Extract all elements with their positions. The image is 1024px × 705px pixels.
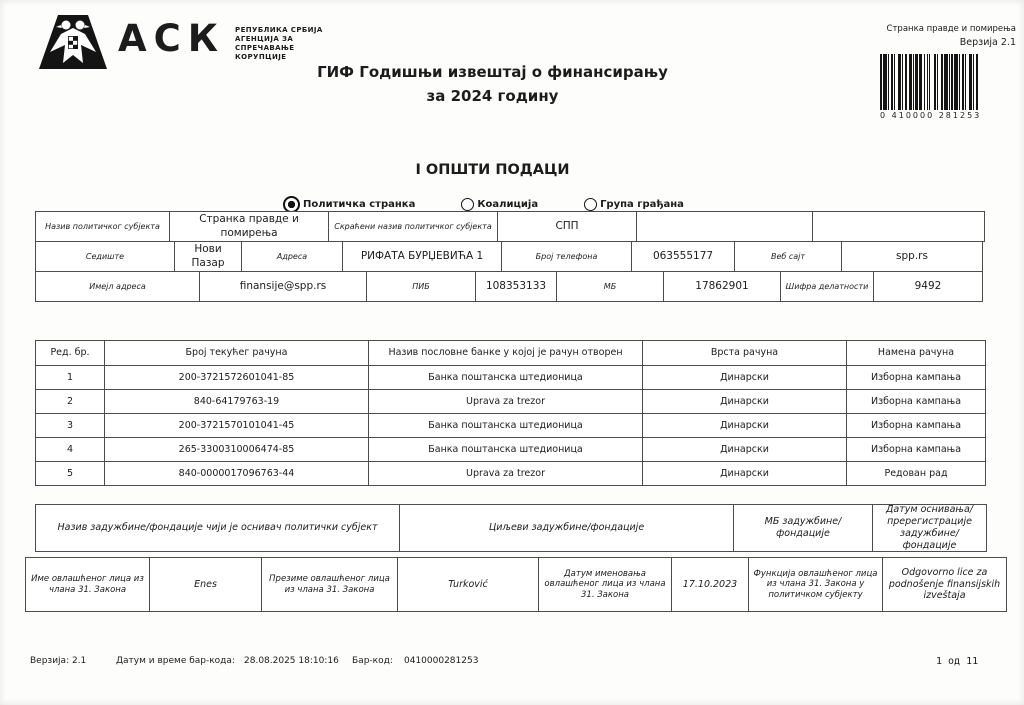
table-cell: Датум оснивања/пререгистрације задужбине/фондације	[872, 504, 987, 552]
logo-org-line: КОРУПЦИЈЕ	[235, 53, 287, 61]
table-cell: Имејл адреса	[35, 271, 200, 302]
page-indicator: 1 од 11	[936, 656, 979, 667]
table-cell: Динарски	[642, 365, 847, 390]
footer-barcode-label: Бар-код:	[352, 656, 393, 666]
radio-icon	[584, 198, 597, 211]
table-cell: 2	[35, 389, 105, 414]
table-cell: Динарски	[642, 437, 847, 462]
radio-label: Коалиција	[477, 199, 539, 210]
table-cell: Enes	[149, 557, 262, 612]
foundation-table	[35, 505, 987, 552]
table-cell: spp.rs	[841, 241, 983, 272]
table-cell: Циљеви задужбине/фондације	[399, 504, 734, 552]
table-cell: Презиме овлашћеног лица из члана 31. Закона	[261, 557, 398, 612]
section-heading: I ОПШТИ ПОДАЦИ	[415, 162, 570, 178]
table-cell: Назив пословне банке у којој је рачун отворен	[368, 340, 643, 366]
table-row	[35, 211, 985, 242]
logo-org-lines	[235, 26, 323, 62]
logo-org-line: АГЕНЦИЈА ЗА	[235, 35, 294, 43]
table-cell: Седиште	[35, 241, 175, 272]
table-cell: Назив задужбине/фондације чији је оснивач политички субјект	[35, 504, 400, 552]
table-cell: Адреса	[241, 241, 343, 272]
table-cell: 200-3721572601041-85	[104, 365, 369, 390]
radio-label: Група грађана	[600, 199, 684, 210]
table-row	[35, 504, 987, 552]
table-cell: 4	[35, 437, 105, 462]
table-cell: Врста рачуна	[642, 340, 847, 366]
table-row	[35, 271, 985, 302]
table-cell: Turković	[397, 557, 539, 612]
table-cell: 200-3721570101041-45	[104, 413, 369, 438]
table-cell: Број текућег рачуна	[104, 340, 369, 366]
table-cell: Назив политичког субјекта	[35, 211, 170, 242]
table-row	[35, 340, 986, 366]
table-cell: Odgovorno lice za podnošenje finansijskih izveštaja	[882, 557, 1007, 612]
table-cell: Банка поштанска штедионица	[368, 365, 643, 390]
table-cell: Ред. бр.	[35, 340, 105, 366]
table-cell: Датум именовања овлашћеног лица из члана 31. Закона	[538, 557, 672, 612]
table-cell: Број телефона	[501, 241, 632, 272]
table-cell	[636, 211, 813, 242]
table-cell: Динарски	[642, 389, 847, 414]
table-row	[25, 557, 1007, 612]
table-cell: 108353133	[475, 271, 557, 302]
radio-icon	[461, 198, 474, 211]
logo-org-line: СПРЕЧАВАЊЕ	[235, 44, 295, 52]
table-cell: 265-3300310006474-85	[104, 437, 369, 462]
table-cell: ПИБ	[366, 271, 476, 302]
table-cell: Изборна кампања	[846, 365, 986, 390]
table-cell: Uprava za trezor	[368, 461, 643, 486]
page-footer	[0, 656, 1024, 676]
table-cell: Uprava za trezor	[368, 389, 643, 414]
footer-version: Верзија: 2.1	[30, 656, 87, 666]
table-cell: 5	[35, 461, 105, 486]
logo-acronym: АСК	[118, 17, 226, 60]
authorized-person-table	[25, 558, 1007, 612]
table-cell: РИФАТА БУРЏЕВИЋА 1	[342, 241, 502, 272]
table-row	[35, 437, 986, 462]
table-cell: 063555177	[631, 241, 735, 272]
footer-barcode-datetime-label: Датум и време бар-кода:	[116, 656, 235, 666]
general-info-table	[35, 212, 985, 302]
version-label: Верзија 2.1	[959, 37, 1016, 48]
party-name: Странка правде и помирења	[886, 24, 1016, 34]
header-meta	[876, 24, 1016, 120]
table-cell: Шифра делатности	[780, 271, 874, 302]
radio-label: Политичка странка	[303, 199, 416, 210]
bank-accounts-table	[35, 341, 986, 486]
table-cell: Изборна кампања	[846, 437, 986, 462]
table-cell: 3	[35, 413, 105, 438]
table-cell: 1	[35, 365, 105, 390]
table-cell: Име овлашћеног лица из члана 31. Закона	[25, 557, 150, 612]
table-cell: 840-64179763-19	[104, 389, 369, 414]
table-cell: Нови Пазар	[174, 241, 242, 272]
table-cell: Изборна кампања	[846, 389, 986, 414]
table-cell: 840-0000017096763-44	[104, 461, 369, 486]
table-cell: Странка правде и помирења	[169, 211, 329, 242]
table-row	[35, 365, 986, 390]
table-cell: finansije@spp.rs	[199, 271, 367, 302]
table-cell: Веб сајт	[734, 241, 842, 272]
barcode	[880, 54, 1002, 110]
logo-org-line: РЕПУБЛИКА СРБИЈА	[235, 26, 323, 34]
table-row	[35, 461, 986, 486]
footer-barcode-value: 0410000281253	[404, 656, 479, 666]
form-title-line1: ГИФ Годишњи извештај о финансирању	[317, 63, 668, 81]
form-title	[0, 60, 985, 108]
form-title-line2: за 2024 годину	[426, 87, 559, 105]
table-cell: СПП	[497, 211, 637, 242]
table-cell: Динарски	[642, 461, 847, 486]
table-cell: МБ задужбине/фондације	[733, 504, 873, 552]
table-cell: Скраћени назив политичког субјекта	[328, 211, 498, 242]
table-row	[35, 241, 985, 272]
table-cell	[812, 211, 985, 242]
table-cell: 17862901	[663, 271, 781, 302]
table-cell: Банка поштанска штедионица	[368, 413, 643, 438]
table-cell: Функција овлашћеног лица из члана 31. Закона у политичком субјекту	[748, 557, 883, 612]
table-cell: Динарски	[642, 413, 847, 438]
footer-barcode-datetime: 28.08.2025 18:10:16	[244, 656, 339, 666]
table-cell: Изборна кампања	[846, 413, 986, 438]
table-cell: МБ	[556, 271, 664, 302]
table-cell: 17.10.2023	[671, 557, 749, 612]
table-row	[35, 389, 986, 414]
table-cell: Намена рачуна	[846, 340, 986, 366]
table-cell: 9492	[873, 271, 983, 302]
table-row	[35, 413, 986, 438]
barcode-digits: 0 410000 281253	[880, 111, 982, 120]
table-cell: Редован рад	[846, 461, 986, 486]
table-cell: Банка поштанска штедионица	[368, 437, 643, 462]
